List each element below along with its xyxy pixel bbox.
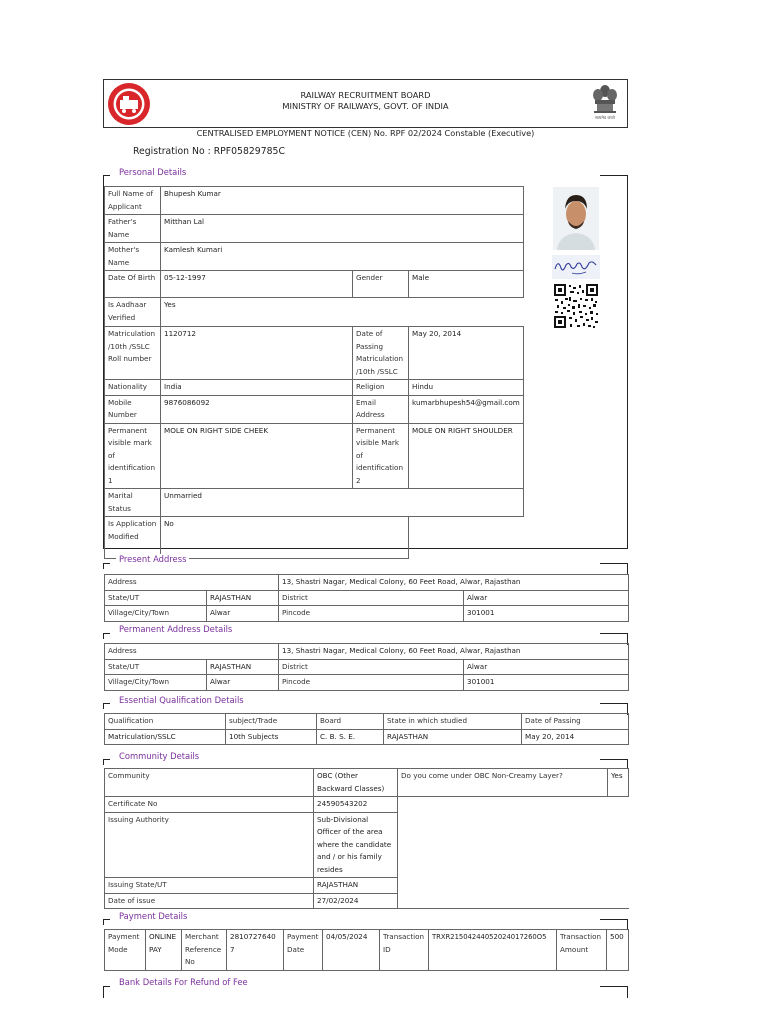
table-row <box>105 714 629 730</box>
permanent-village-value: Alwar <box>207 675 279 691</box>
transaction-id-value: TRXR21504244052024017260O5 <box>429 930 557 971</box>
qualification-header: Qualification <box>105 714 226 730</box>
table-row <box>105 675 629 691</box>
issue-date-value: 27/02/2024 <box>314 893 398 909</box>
table-row <box>105 380 524 396</box>
payment-date-value: 04/05/2024 <box>323 930 380 971</box>
aadhaar-value: Yes <box>161 298 524 327</box>
permanent-village-label: Village/City/Town <box>105 675 207 691</box>
merchant-ref-value: 28107276407 <box>227 930 284 971</box>
table-row <box>105 930 629 971</box>
religion-label: Religion <box>353 380 409 396</box>
subject-header: subject/Trade <box>226 714 317 730</box>
present-state-label: State/UT <box>105 590 207 606</box>
present-address-label: Address <box>105 575 279 591</box>
qualification-cell: Matriculation/SSLC <box>105 729 226 745</box>
permanent-pincode-label: Pincode <box>279 675 464 691</box>
bank-details-title: Bank Details For Refund of Fee <box>116 977 251 987</box>
table-row <box>105 769 629 797</box>
header-title <box>103 90 628 112</box>
table-row <box>105 423 524 489</box>
board-cell: C. B. S. E. <box>317 729 384 745</box>
aadhaar-label: Is Aadhaar Verified <box>105 298 161 327</box>
father-name-value: Mitthan Lal <box>161 215 524 243</box>
table-row <box>105 271 524 298</box>
present-village-value: Alwar <box>207 606 279 622</box>
passing-date-value: May 20, 2014 <box>409 327 524 380</box>
mobile-label: Mobile Number <box>105 395 161 423</box>
dob-value: 05-12-1997 <box>161 271 353 298</box>
mark2-value: MOLE ON RIGHT SHOULDER <box>409 423 524 489</box>
mother-name-value: Kamlesh Kumari <box>161 243 524 271</box>
present-district-label: District <box>279 590 464 606</box>
table-row <box>105 729 629 745</box>
table-row <box>105 644 629 660</box>
email-value: kumarbhupesh54@gmail.com <box>409 395 524 423</box>
date-passing-cell: May 20, 2014 <box>522 729 629 745</box>
marital-value: Unmarried <box>161 489 524 517</box>
creamy-layer-value: Yes <box>608 769 629 797</box>
payment-mode-value: ONLINE PAY <box>146 930 182 971</box>
personal-details-table <box>104 186 524 559</box>
applicant-photo <box>553 187 599 250</box>
father-name-label: Father's Name <box>105 215 161 243</box>
marital-label: Marital Status <box>105 489 161 517</box>
state-studied-header: State in which studied <box>384 714 522 730</box>
qualification-table <box>104 713 629 745</box>
community-label: Community <box>105 769 314 797</box>
qr-code-icon <box>553 283 599 329</box>
gender-label: Gender <box>353 271 409 298</box>
merchant-ref-label: Merchant Reference No <box>182 930 227 971</box>
transaction-id-label: Transaction ID <box>380 930 429 971</box>
transaction-amount-label: Transaction Amount <box>557 930 607 971</box>
mark1-label: Permanent visible mark of identification 1 <box>105 423 161 489</box>
mark1-value: MOLE ON RIGHT SIDE CHEEK <box>161 423 353 489</box>
date-passing-header: Date of Passing <box>522 714 629 730</box>
present-state-value: RAJASTHAN <box>207 590 279 606</box>
present-pincode-value: 301001 <box>464 606 629 622</box>
matric-roll-value: 1120712 <box>161 327 353 380</box>
table-row <box>105 575 629 591</box>
table-row <box>105 489 524 517</box>
mother-name-label: Mother's Name <box>105 243 161 271</box>
qualification-title: Essential Qualification Details <box>116 695 247 705</box>
permanent-address-title: Permanent Address Details <box>116 624 235 634</box>
emblem-caption: सत्यमेव जयते <box>595 115 615 120</box>
transaction-amount-value: 500 <box>607 930 629 971</box>
modified-label: Is Application Modified <box>105 517 161 559</box>
permanent-state-label: State/UT <box>105 659 207 675</box>
creamy-layer-label: Do you come under OBC Non-Creamy Layer? <box>398 769 608 797</box>
permanent-district-label: District <box>279 659 464 675</box>
mark2-label: Permanent visible Mark of identification 2 <box>353 423 409 489</box>
present-pincode-label: Pincode <box>279 606 464 622</box>
issuing-state-label: Issuing State/UT <box>105 878 314 894</box>
payment-table <box>104 929 629 971</box>
certificate-label: Certificate No <box>105 797 314 813</box>
present-district-value: Alwar <box>464 590 629 606</box>
community-title: Community Details <box>116 751 202 761</box>
table-row <box>105 395 524 423</box>
nationality-label: Nationality <box>105 380 161 396</box>
table-row <box>105 187 524 215</box>
present-address-title: Present Address <box>116 554 189 564</box>
matric-roll-label: Matriculation /10th /SSLC Roll number <box>105 327 161 380</box>
community-table <box>104 768 629 909</box>
present-address-table <box>104 574 629 622</box>
permanent-pincode-value: 301001 <box>464 675 629 691</box>
mobile-value: 9876086092 <box>161 395 353 423</box>
issuing-state-value: RAJASTHAN <box>314 878 398 894</box>
registration-number: Registration No : RPF05829785C <box>133 146 285 157</box>
table-row <box>105 606 629 622</box>
certificate-value: 24590543202 <box>314 797 398 813</box>
religion-value: Hindu <box>409 380 524 396</box>
table-row <box>105 298 524 327</box>
applicant-signature <box>552 255 600 279</box>
state-studied-cell: RAJASTHAN <box>384 729 522 745</box>
permanent-address-label: Address <box>105 644 279 660</box>
ministry-name: MINISTRY OF RAILWAYS, GOVT. OF INDIA <box>282 101 449 111</box>
issue-date-label: Date of issue <box>105 893 314 909</box>
full-name-label: Full Name of Applicant <box>105 187 161 215</box>
table-row <box>105 327 524 380</box>
present-village-label: Village/City/Town <box>105 606 207 622</box>
payment-date-label: Payment Date <box>284 930 323 971</box>
table-row <box>105 517 524 559</box>
notice-title: CENTRALISED EMPLOYMENT NOTICE (CEN) No. RPF 02/2024 Constable (Executive) <box>196 128 535 138</box>
gender-value: Male <box>409 271 524 298</box>
payment-title: Payment Details <box>116 911 190 921</box>
modified-value: No <box>161 517 409 559</box>
permanent-state-value: RAJASTHAN <box>207 659 279 675</box>
present-address-value: 13, Shastri Nagar, Medical Colony, 60 Feet Road, Alwar, Rajasthan <box>279 575 629 591</box>
permanent-district-value: Alwar <box>464 659 629 675</box>
authority-label: Issuing Authority <box>105 812 314 878</box>
dob-label: Date Of Birth <box>105 271 161 298</box>
table-row <box>105 590 629 606</box>
full-name-value: Bhupesh Kumar <box>161 187 524 215</box>
table-row <box>105 797 629 813</box>
permanent-address-value: 13, Shastri Nagar, Medical Colony, 60 Feet Road, Alwar, Rajasthan <box>279 644 629 660</box>
nationality-value: India <box>161 380 353 396</box>
community-value: OBC (Other Backward Classes) <box>314 769 398 797</box>
personal-details-title: Personal Details <box>116 167 189 177</box>
passing-date-label: Date of Passing Matriculation /10th /SSLC <box>353 327 409 380</box>
payment-mode-label: Payment Mode <box>105 930 146 971</box>
permanent-address-table <box>104 643 629 691</box>
board-name: RAILWAY RECRUITMENT BOARD <box>300 90 431 100</box>
table-row <box>105 243 524 271</box>
table-row <box>105 215 524 243</box>
board-header: Board <box>317 714 384 730</box>
subject-cell: 10th Subjects <box>226 729 317 745</box>
authority-value: Sub-Divisional Officer of the area where the candidate and / or his family resides <box>314 812 398 878</box>
email-label: Email Address <box>353 395 409 423</box>
table-row <box>105 659 629 675</box>
